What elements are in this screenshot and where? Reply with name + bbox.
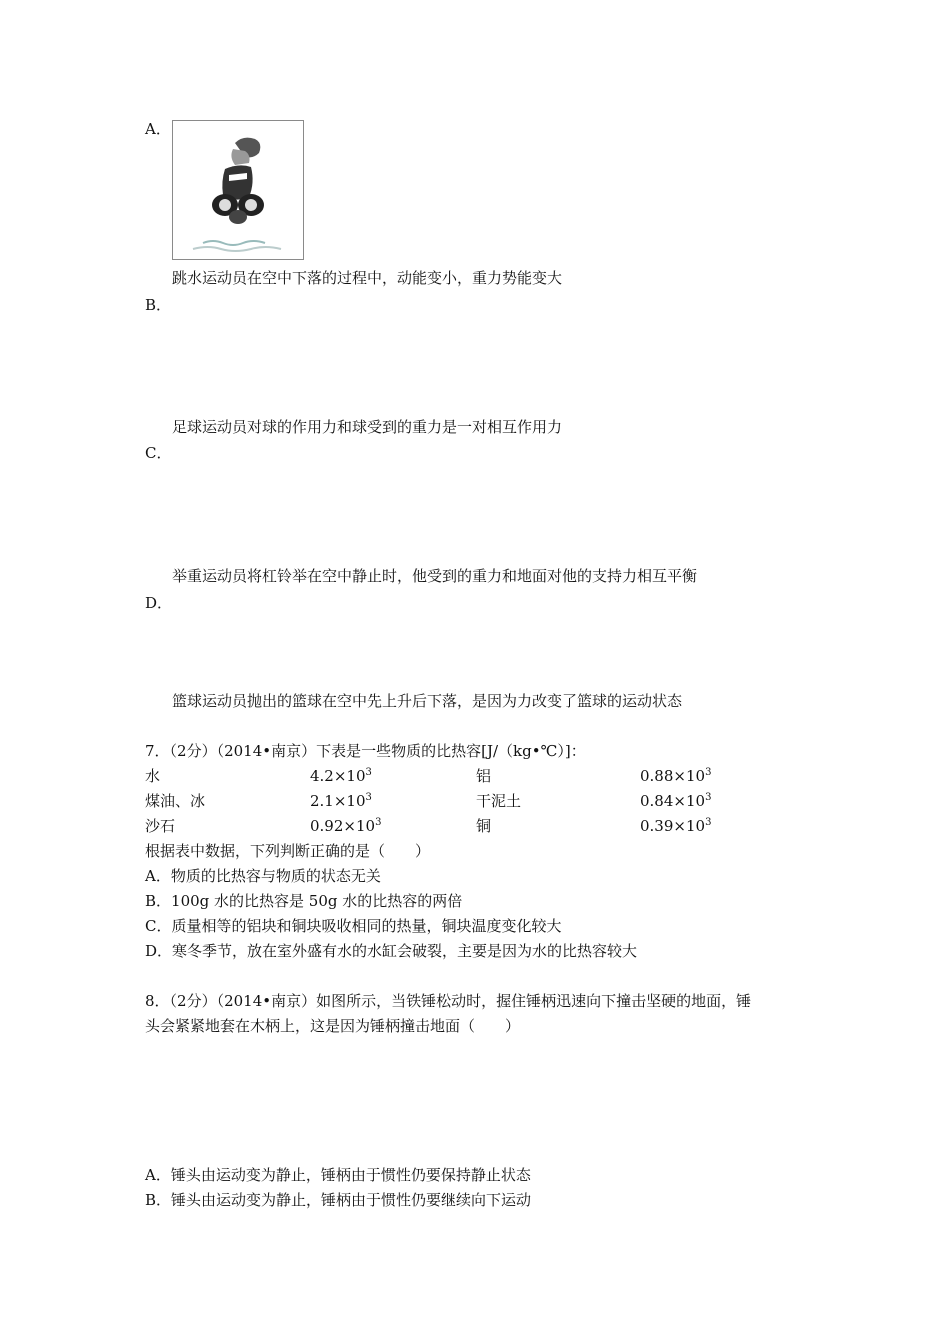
table-cell: $4.2\times 10^3$ bbox=[310, 767, 372, 785]
table-cell: 水 bbox=[145, 767, 161, 785]
q7-option-c: C．质量相等的铝块和铜块吸收相同的热量，铜块温度变化较大 bbox=[145, 917, 562, 935]
q7-option-d: D．寒冬季节，放在室外盛有水的水缸会破裂，主要是因为水的比热容较大 bbox=[145, 942, 638, 960]
table-cell: $0.92\times 10^3$ bbox=[310, 817, 382, 835]
table-cell: $0.88\times 10^3$ bbox=[640, 767, 712, 785]
table-cell: $0.39\times 10^3$ bbox=[640, 817, 712, 835]
q7-stem: 7．（2分）（2014•南京）下表是一些物质的比热容[J/（kg•℃）]： bbox=[145, 742, 586, 760]
q8-stem-line2: 头会紧紧地套在木柄上，这是因为锤柄撞击地面（ ） bbox=[145, 1017, 521, 1035]
option-b-text: 足球运动员对球的作用力和球受到的重力是一对相互作用力 bbox=[172, 418, 563, 436]
q8-option-b: B．锤头由运动变为静止，锤柄由于惯性仍要继续向下运动 bbox=[145, 1191, 532, 1209]
table-cell: 干泥土 bbox=[476, 792, 522, 810]
option-d-letter: D． bbox=[145, 594, 173, 612]
q7-question: 根据表中数据，下列判断正确的是（ ） bbox=[145, 842, 431, 860]
table-cell: 沙石 bbox=[145, 817, 176, 835]
option-d-text: 篮球运动员抛出的篮球在空中先上升后下落，是因为力改变了篮球的运动状态 bbox=[172, 692, 683, 710]
option-c-text: 举重运动员将杠铃举在空中静止时，他受到的重力和地面对他的支持力相互平衡 bbox=[172, 567, 698, 585]
diver-image bbox=[172, 120, 304, 260]
option-a-letter: A． bbox=[145, 120, 171, 138]
option-a-text: 跳水运动员在空中下落的过程中，动能变小，重力势能变大 bbox=[172, 269, 563, 287]
table-cell: $2.1\times 10^3$ bbox=[310, 792, 372, 810]
option-c-letter: C． bbox=[145, 444, 172, 462]
table-cell: 铝 bbox=[476, 767, 492, 785]
table-cell: 铜 bbox=[476, 817, 492, 835]
diver-illustration-icon bbox=[173, 121, 303, 259]
q8-option-a: A．锤头由运动变为静止，锤柄由于惯性仍要保持静止状态 bbox=[145, 1166, 531, 1184]
table-cell: 煤油、冰 bbox=[145, 792, 206, 810]
q7-option-b: B．100g 水的比热容是 50g 水的比热容的两倍 bbox=[145, 892, 463, 910]
q7-option-a: A．物质的比热容与物质的状态无关 bbox=[145, 867, 381, 885]
q8-stem-line1: 8．（2分）（2014•南京）如图所示，当铁锤松动时，握住锤柄迅速向下撞击坚硬的地面，锤 bbox=[145, 992, 752, 1010]
table-cell: $0.84\times 10^3$ bbox=[640, 792, 712, 810]
option-b-letter: B． bbox=[145, 296, 172, 314]
